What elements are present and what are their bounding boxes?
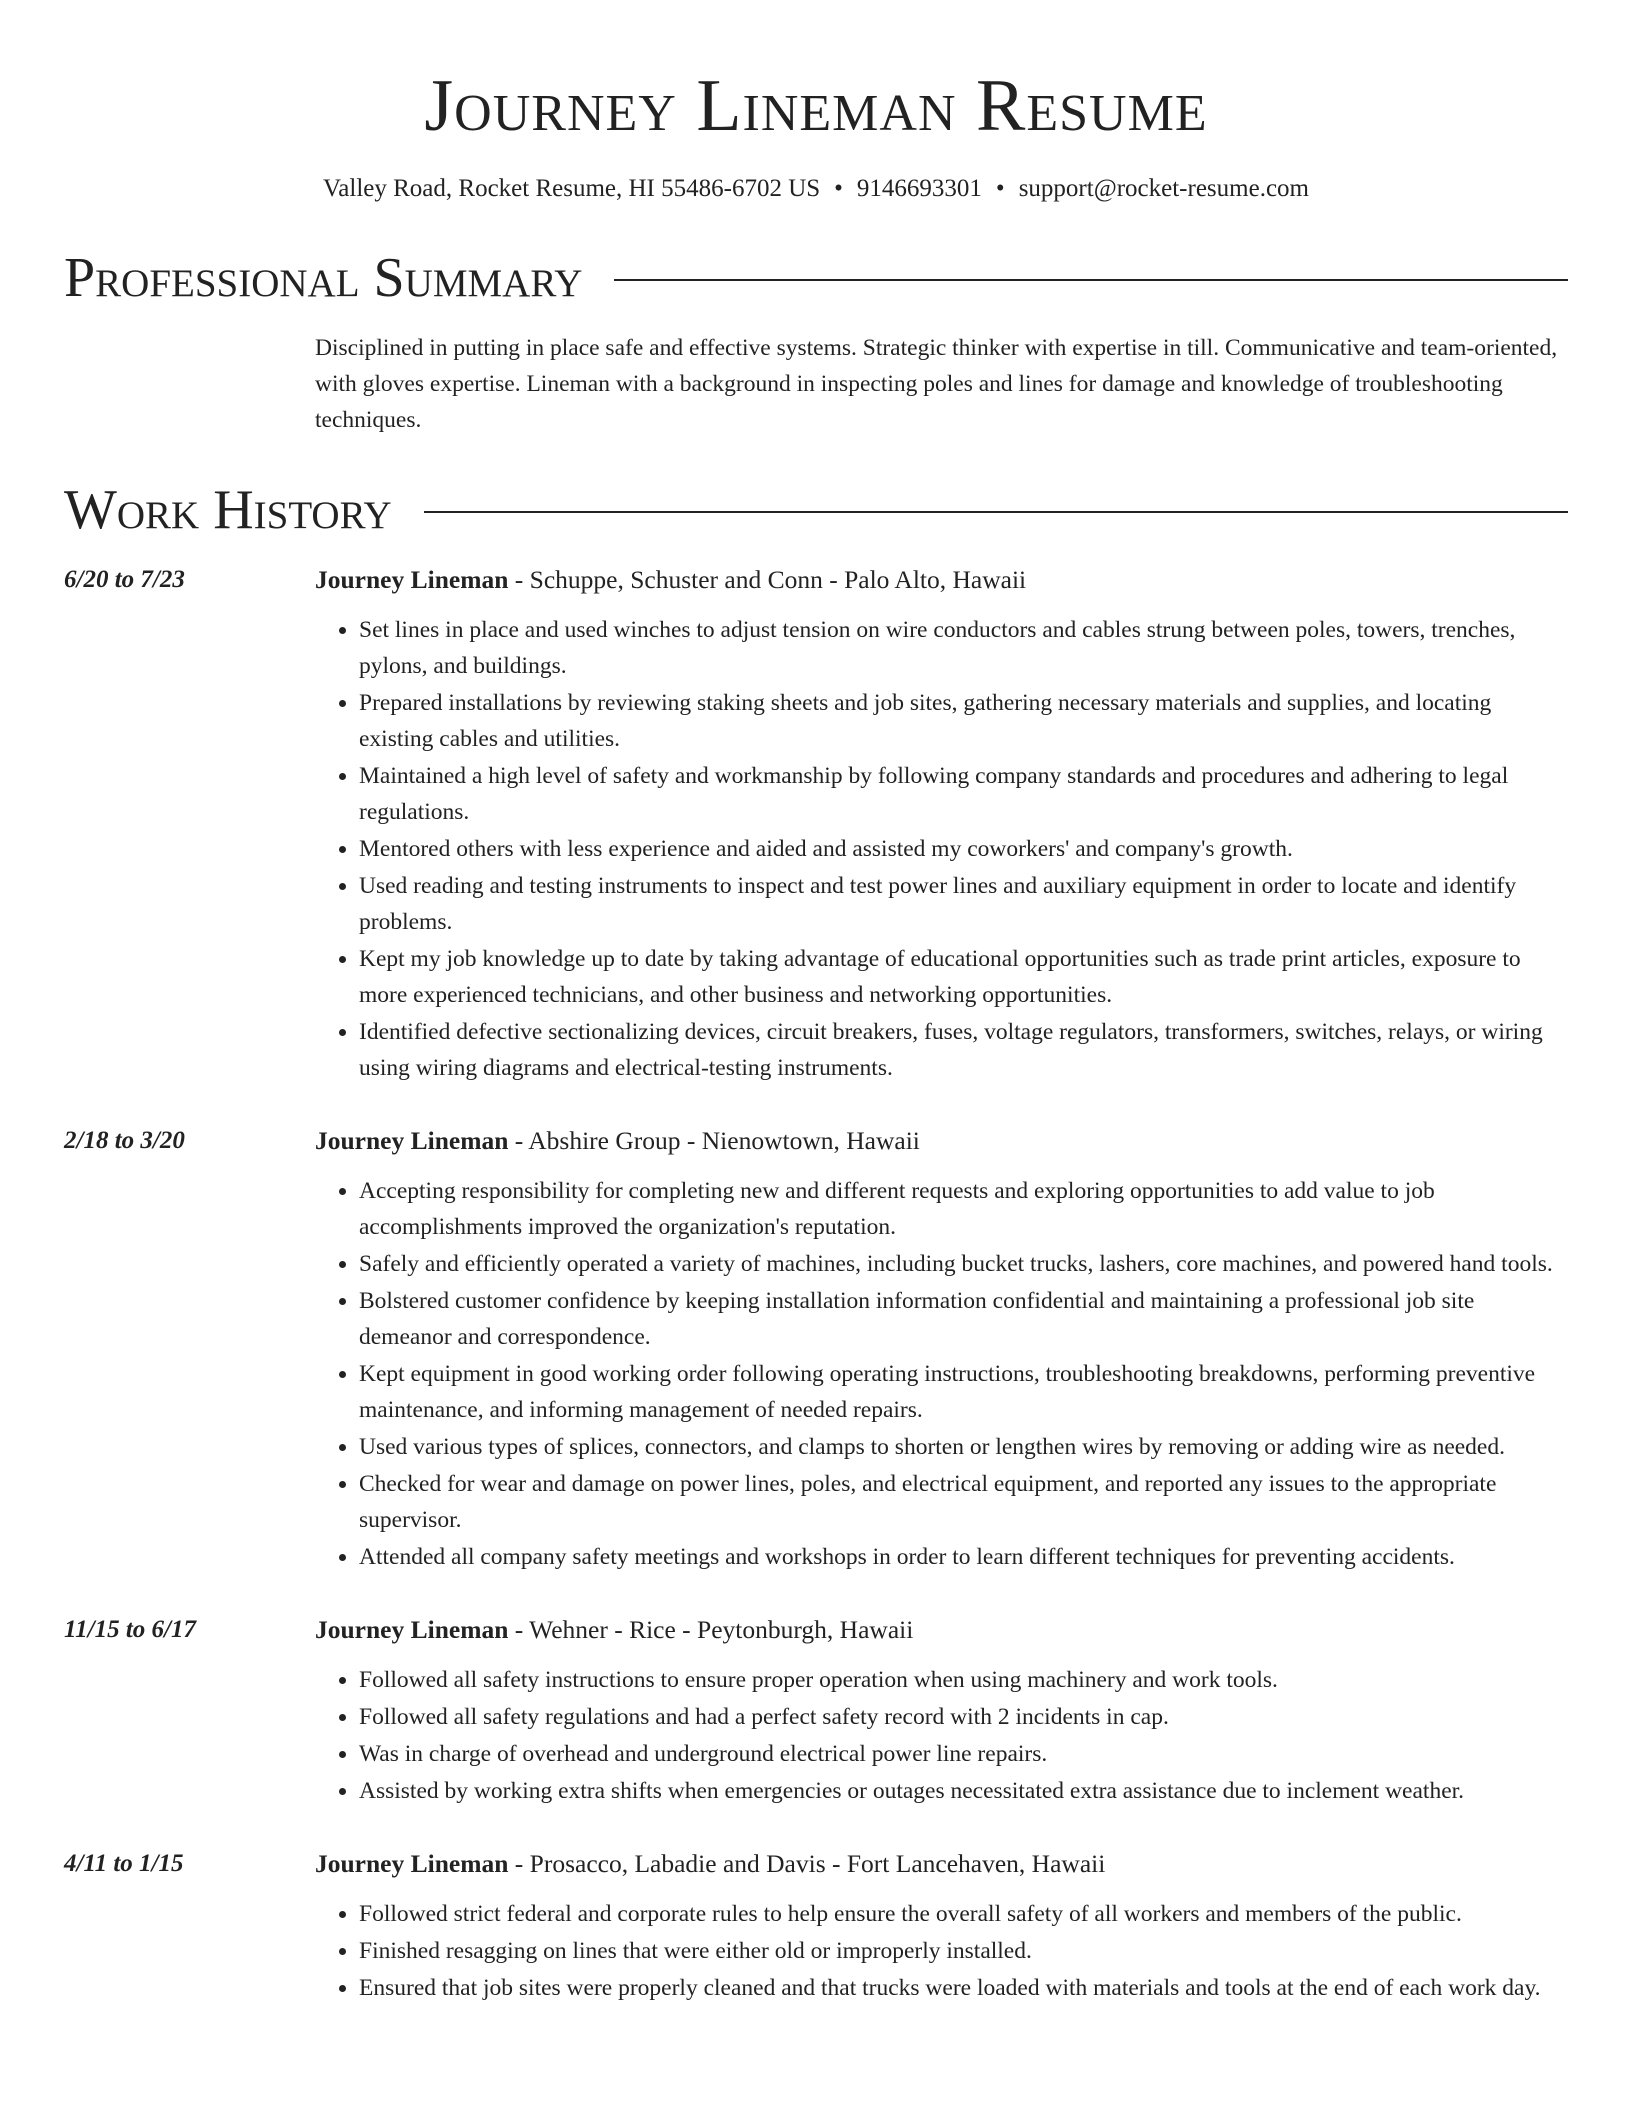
job-dates: 6/20 to 7/23 [64, 566, 185, 593]
job-role-line [315, 562, 1568, 598]
job-bullet: • Kept my job knowledge up to date by taking advantage of educational opportunities such as trade print articles, exposure to more experienced technicians, and other business and networking opportunities. [359, 941, 1568, 1013]
phone-text: 9146693301 [856, 175, 982, 202]
section-divider [614, 279, 1568, 281]
page-title: Journey Lineman Resume [424, 65, 1208, 147]
work-section-header [64, 478, 1568, 542]
job-bullet: • Bolstered customer confidence by keeping installation information confidential and maintaining a professional job site demeanor and correspondence. [359, 1283, 1568, 1355]
job-entry [64, 562, 1568, 1087]
section-divider [424, 511, 1568, 513]
job-bullet: • Ensured that job sites were properly cleaned and that trucks were loaded with materials and tools at the end of each work day. [359, 1970, 1568, 2006]
job-bullet: • Set lines in place and used winches to adjust tension on wire conductors and cables strung between poles, towers, trenches, pylons, and buildings. [359, 612, 1568, 684]
summary-section-header [64, 246, 1568, 310]
job-bullet: • Assisted by working extra shifts when emergencies or outages necessitated extra assistance due to inclement weather. [359, 1773, 1568, 1809]
contact-line [64, 172, 1568, 206]
job-bullet: • Followed all safety instructions to ensure proper operation when using machinery and work tools. [359, 1662, 1568, 1698]
job-bullet: • Accepting responsibility for completing new and different requests and exploring opportunities to add value to job accomplishments improved the organization's reputation. [359, 1173, 1568, 1245]
job-body [315, 562, 1568, 1087]
job-title: Journey Lineman [315, 565, 509, 594]
job-bullet: • Attended all company safety meetings and workshops in order to learn different techniques for preventing accidents. [359, 1539, 1568, 1575]
job-employer-location: - Schuppe, Schuster and Conn - Palo Alto, Hawaii [508, 565, 1027, 594]
work-heading: Work History [64, 479, 392, 541]
job-employer-location: - Prosacco, Labadie and Davis - Fort Lancehaven, Hawaii [508, 1849, 1106, 1878]
job-bullet-list [315, 1662, 1568, 1809]
job-title: Journey Lineman [315, 1126, 509, 1155]
job-bullet: • Identified defective sectionalizing devices, circuit breakers, fuses, voltage regulators, transformers, switches, relays, or wiring using wiring diagrams and electrical-testing instruments. [359, 1014, 1568, 1086]
job-dates: 4/11 to 1/15 [64, 1850, 184, 1877]
job-dates: 2/18 to 3/20 [64, 1127, 185, 1154]
job-body [315, 1846, 1568, 2007]
separator-dot: • [834, 175, 843, 202]
job-bullet: • Prepared installations by reviewing staking sheets and job sites, gathering necessary materials and supplies, and locating existing cables and utilities. [359, 685, 1568, 757]
job-employer-location: - Abshire Group - Nienowtown, Hawaii [508, 1126, 920, 1155]
job-body [315, 1123, 1568, 1576]
job-bullet: • Followed all safety regulations and had a perfect safety record with 2 incidents in cap. [359, 1699, 1568, 1735]
job-bullet: • Checked for wear and damage on power lines, poles, and electrical equipment, and reported any issues to the appropriate supervisor. [359, 1466, 1568, 1538]
job-bullet: • Finished resagging on lines that were either old or improperly installed. [359, 1933, 1568, 1969]
job-bullet: • Mentored others with less experience and aided and assisted my coworkers' and company's growth. [359, 831, 1568, 867]
job-bullet: • Kept equipment in good working order following operating instructions, troubleshooting breakdowns, performing preventive maintenance, and informing management of needed repairs. [359, 1356, 1568, 1428]
job-title: Journey Lineman [315, 1849, 509, 1878]
job-bullet: • Maintained a high level of safety and workmanship by following company standards and procedures and adhering to legal regulations. [359, 758, 1568, 830]
job-employer-location: - Wehner - Rice - Peytonburgh, Hawaii [508, 1615, 914, 1644]
job-bullet: • Used reading and testing instruments to inspect and test power lines and auxiliary equipment in order to locate and identify problems. [359, 868, 1568, 940]
job-entry [64, 1123, 1568, 1576]
email-link[interactable]: support@rocket-resume.com [1018, 175, 1309, 202]
job-bullet: • Followed strict federal and corporate rules to help ensure the overall safety of all workers and members of the public. [359, 1896, 1568, 1932]
address-text: Valley Road, Rocket Resume, HI 55486-6702 US [323, 175, 821, 202]
job-bullet: • Was in charge of overhead and underground electrical power line repairs. [359, 1736, 1568, 1772]
job-entry [64, 1846, 1568, 2007]
job-bullet-list [315, 612, 1568, 1086]
job-role-line [315, 1123, 1568, 1159]
job-entry [64, 1612, 1568, 1810]
work-history-list [64, 562, 1568, 2007]
job-dates: 11/15 to 6/17 [64, 1616, 196, 1643]
job-role-line [315, 1846, 1568, 1882]
job-bullet-list [315, 1896, 1568, 2006]
job-role-line [315, 1612, 1568, 1648]
job-bullet: • Safely and efficiently operated a variety of machines, including bucket trucks, lashers, core machines, and powered hand tools. [359, 1246, 1568, 1282]
job-bullet: • Used various types of splices, connectors, and clamps to shorten or lengthen wires by removing or adding wire as needed. [359, 1429, 1568, 1465]
job-bullet-list [315, 1173, 1568, 1575]
separator-dot: • [995, 175, 1005, 202]
job-body [315, 1612, 1568, 1810]
job-title: Journey Lineman [315, 1615, 509, 1644]
summary-text: Disciplined in putting in place safe and effective systems. Strategic thinker with expertise in till. Communicative and team-oriented, with gloves expertise. Lineman with a background in inspecting poles and lines for damage and knowledge of troubleshooting techniques. [315, 335, 1558, 433]
summary-heading: Professional Summary [64, 247, 583, 309]
